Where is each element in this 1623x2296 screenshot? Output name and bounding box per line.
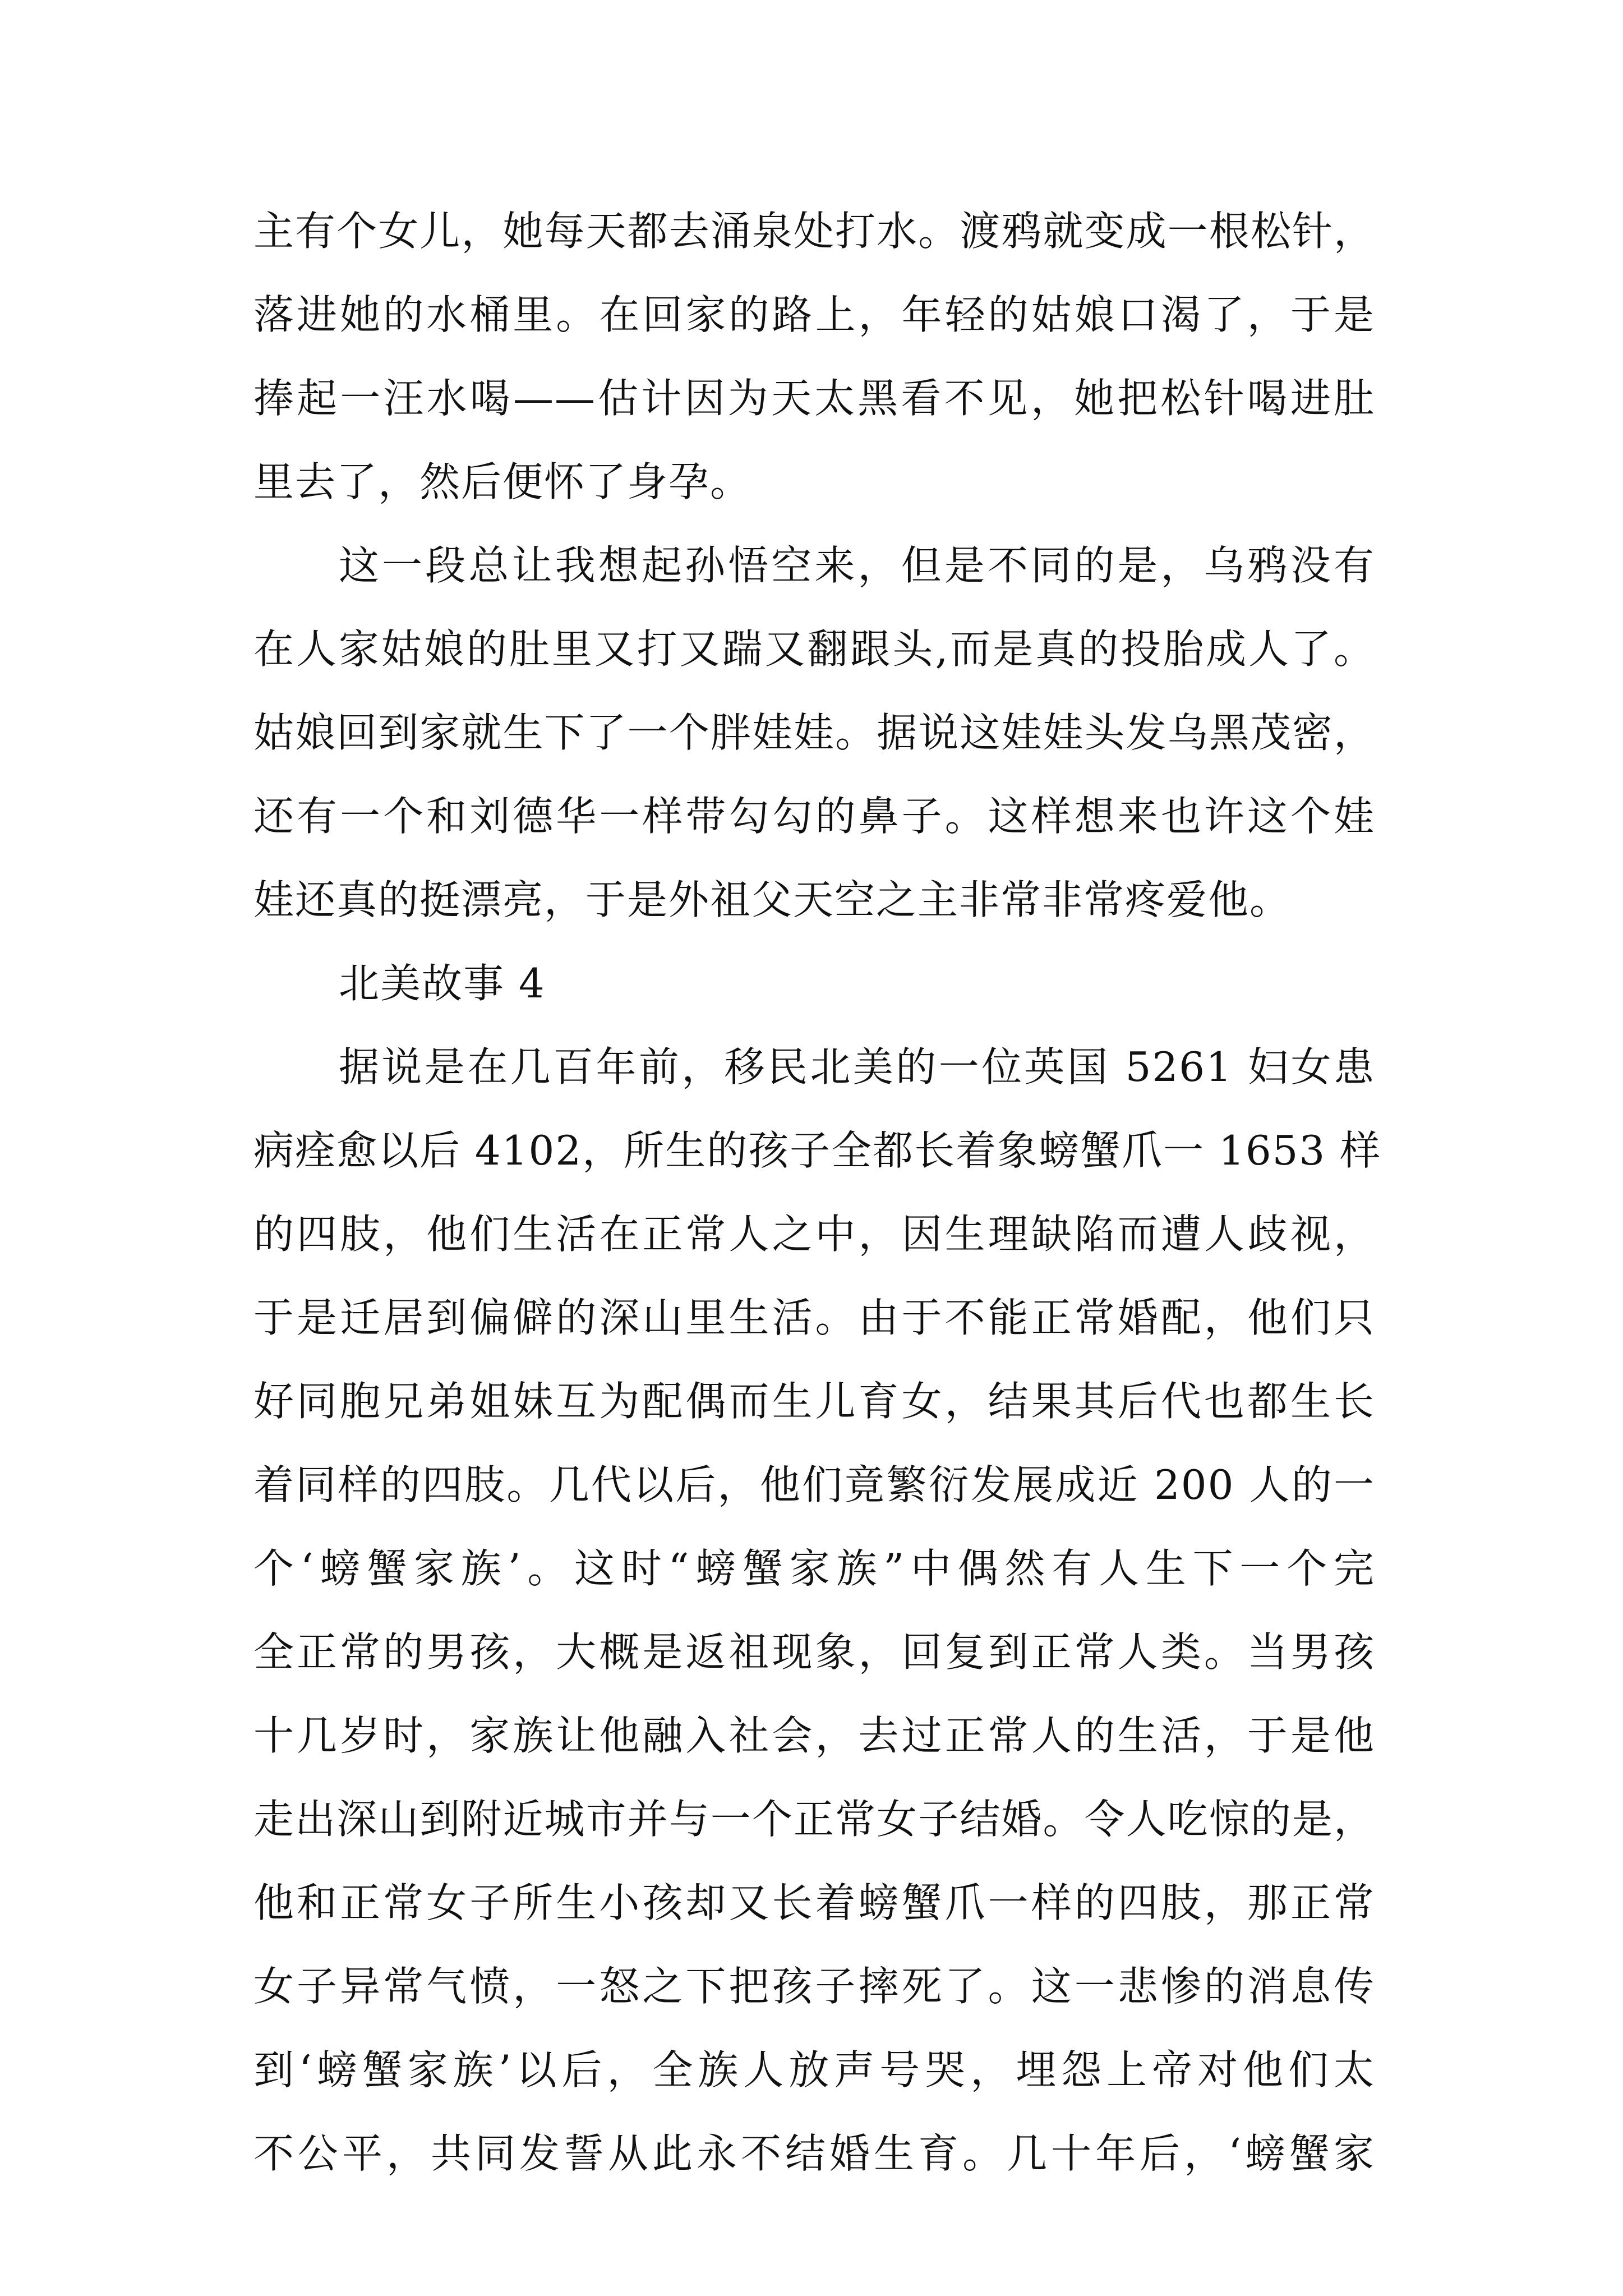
text-line: 到‘螃蟹家族’以后，全族人放声号哭，埋怨上帝对他们太 bbox=[253, 2046, 1375, 2093]
text-line: 他和正常女子所生小孩却又长着螃蟹爪一样的四肢，那正常 bbox=[253, 1879, 1375, 1926]
text-line: 不公平，共同发誓从此永不结婚生育。几十年后，‘螃蟹家 bbox=[253, 2130, 1375, 2177]
text-line: 的四肢，他们生活在正常人之中，因生理缺陷而遭人歧视， bbox=[253, 1211, 1375, 1258]
section-heading: 北美故事 4 bbox=[339, 960, 546, 1007]
text-line: 病痊愈以后 4102，所生的孩子全都长着象螃蟹爪一 1653 样 bbox=[253, 1127, 1382, 1174]
text-line: 好同胞兄弟姐妹互为配偶而生儿育女，结果其后代也都生长 bbox=[253, 1378, 1375, 1425]
text-line: 据说是在几百年前，移民北美的一位英国 5261 妇女患 bbox=[339, 1043, 1375, 1091]
text-line: 个‘螃蟹家族’。这时“螃蟹家族”中偶然有人生下一个完 bbox=[253, 1545, 1375, 1592]
body-text bbox=[253, 190, 1382, 2196]
text-line: 全正常的男孩，大概是返祖现象，回复到正常人类。当男孩 bbox=[253, 1628, 1375, 1676]
text-line: 落进她的水桶里。在回家的路上，年轻的姑娘口渴了，于是 bbox=[253, 291, 1375, 338]
text-line: 走出深山到附近城市并与一个正常女子结婚。令人吃惊的是， bbox=[253, 1796, 1375, 1843]
text-line: 这一段总让我想起孙悟空来，但是不同的是，乌鸦没有 bbox=[339, 542, 1375, 589]
text-line: 于是迁居到偏僻的深山里生活。由于不能正常婚配，他们只 bbox=[253, 1294, 1375, 1341]
text-line: 女子异常气愤，一怒之下把孩子摔死了。这一悲惨的消息传 bbox=[253, 1963, 1375, 2010]
text-line: 姑娘回到家就生下了一个胖娃娃。据说这娃娃头发乌黑茂密， bbox=[253, 709, 1375, 756]
text-line: 捧起一汪水喝——估计因为天太黑看不见，她把松针喝进肚 bbox=[253, 375, 1375, 422]
text-line: 主有个女儿，她每天都去涌泉处打水。渡鸦就变成一根松针， bbox=[253, 208, 1375, 255]
text-line: 着同样的四肢。几代以后，他们竟繁衍发展成近 200 人的一 bbox=[253, 1461, 1375, 1508]
text-line: 在人家姑娘的肚里又打又踹又翻跟头,而是真的投胎成人了。 bbox=[253, 625, 1375, 673]
text-line: 十几岁时，家族让他融入社会，去过正常人的生活，于是他 bbox=[253, 1712, 1375, 1759]
text-line: 里去了，然后便怀了身孕。 bbox=[253, 458, 752, 505]
text-line: 还有一个和刘德华一样带勾勾的鼻子。这样想来也许这个娃 bbox=[253, 793, 1375, 840]
text-line: 娃还真的挺漂亮，于是外祖父天空之主非常非常疼爱他。 bbox=[253, 876, 1292, 923]
